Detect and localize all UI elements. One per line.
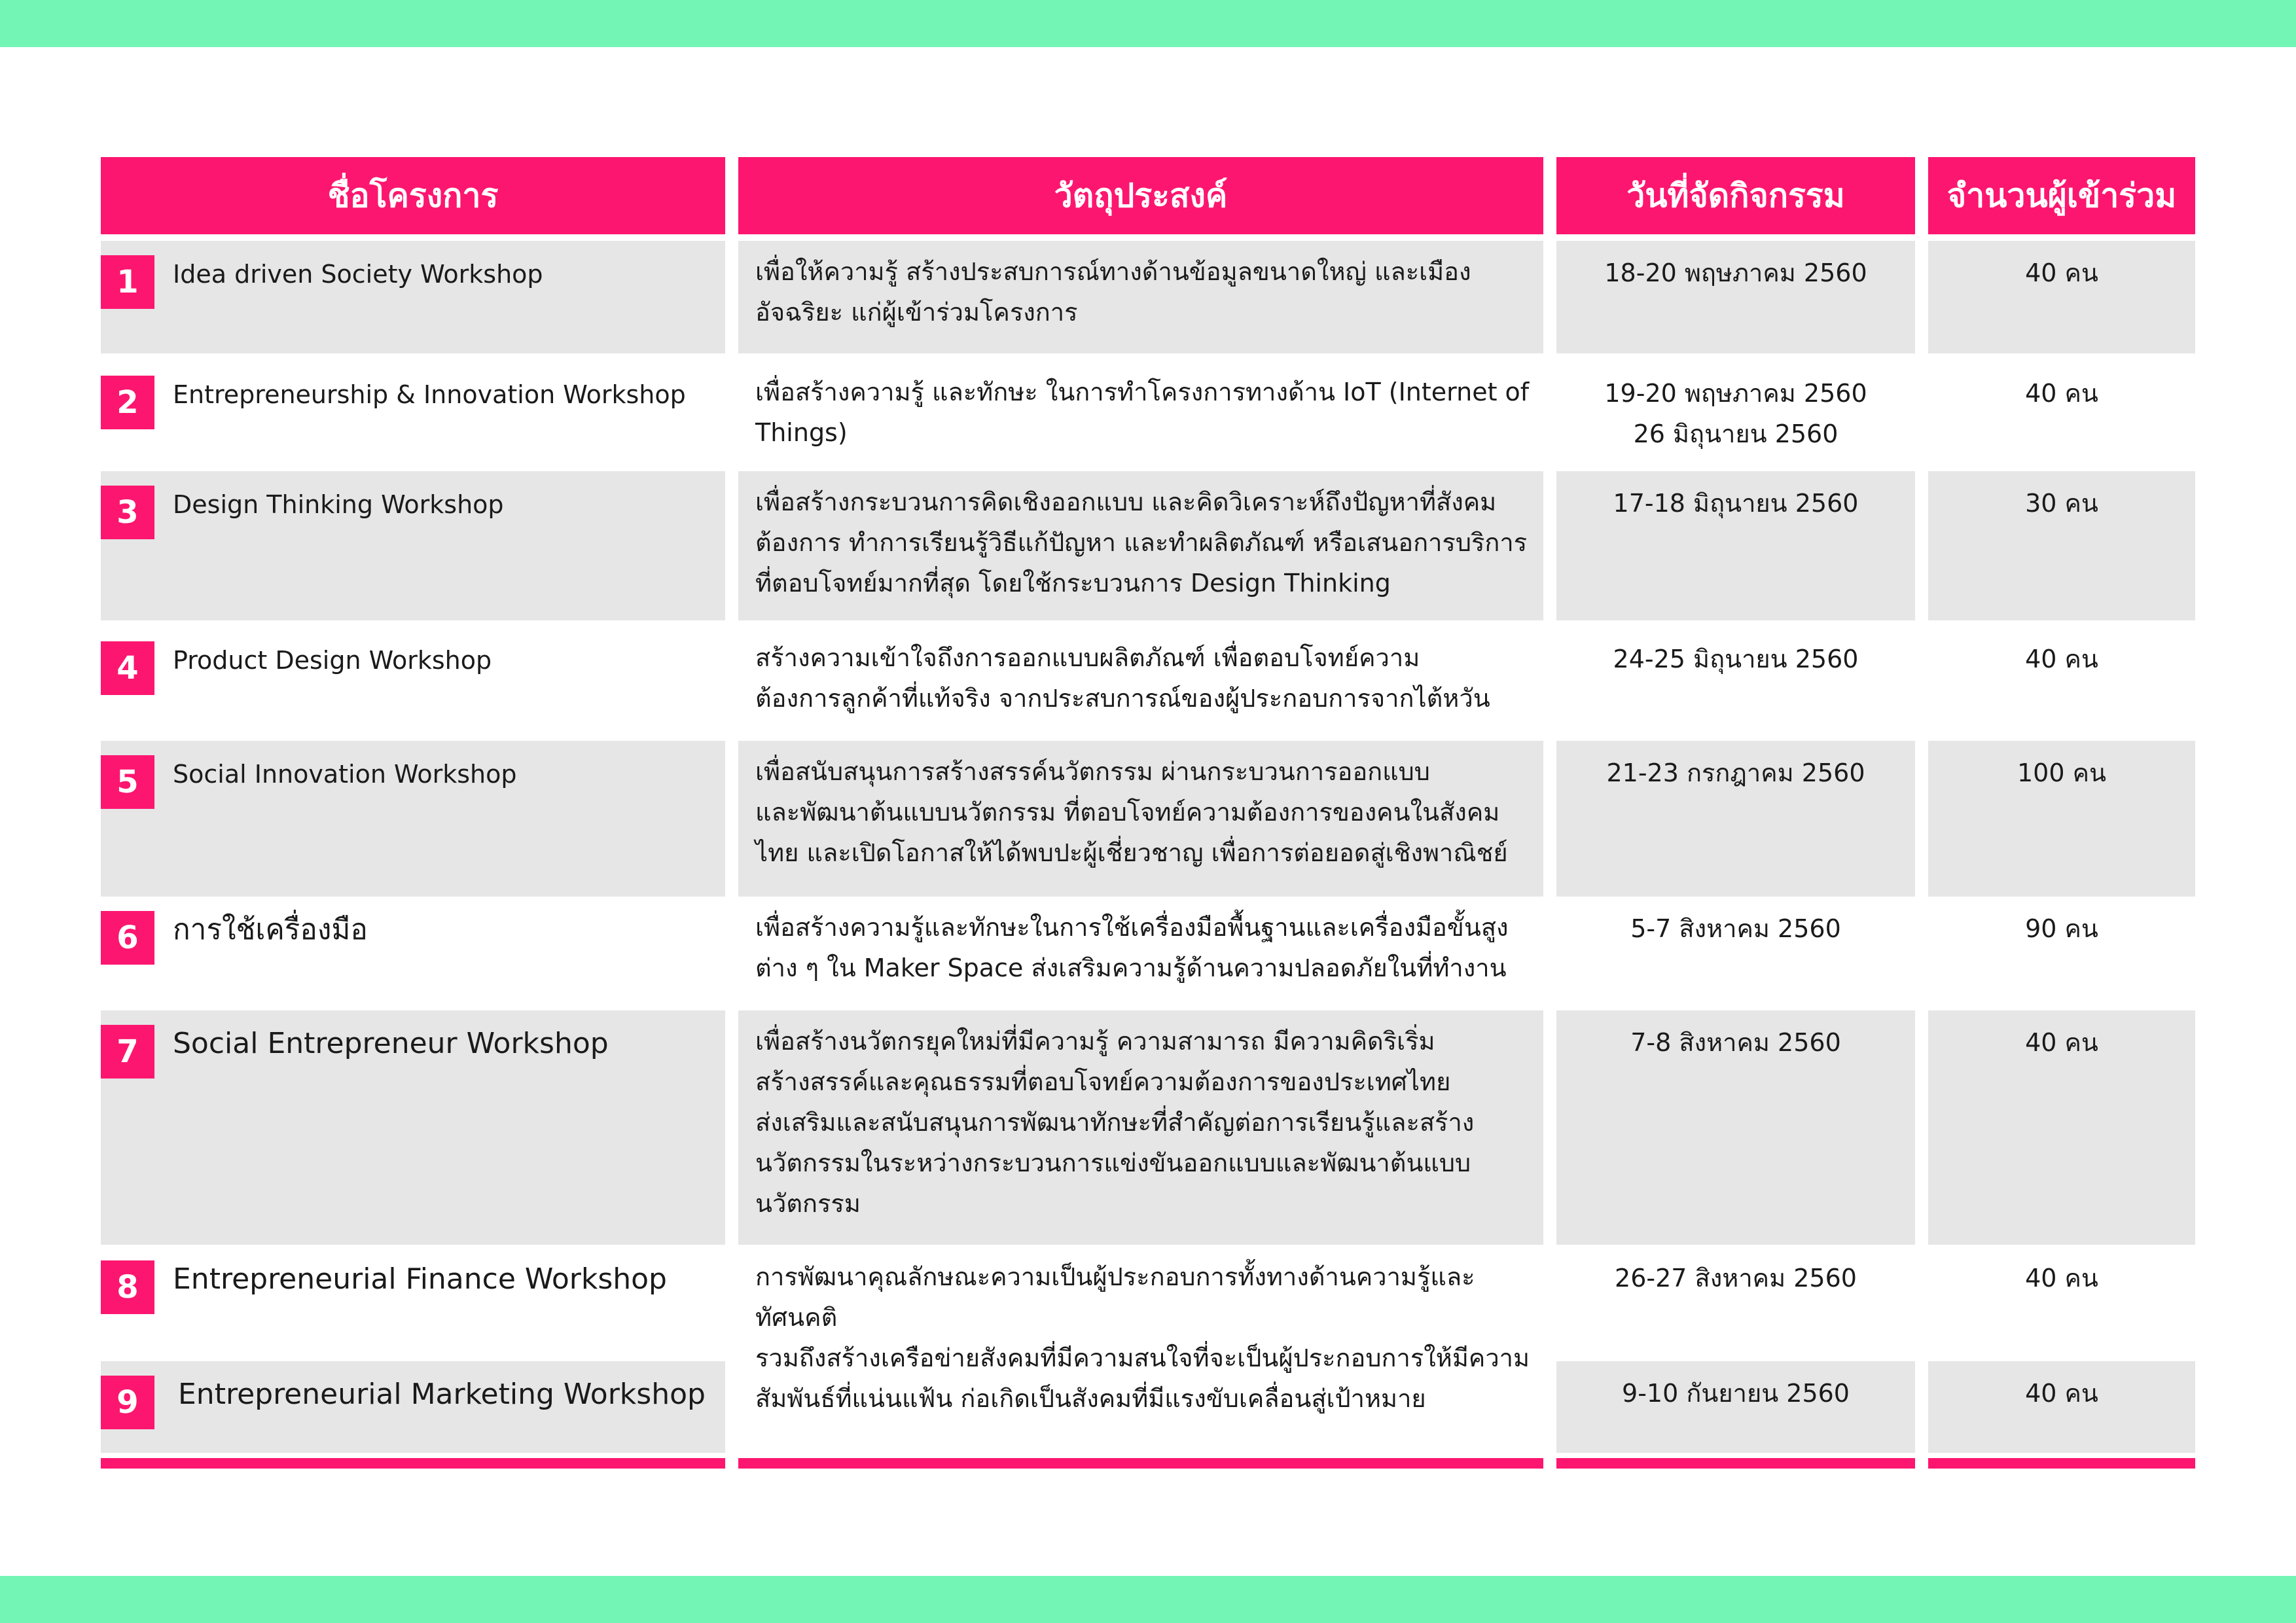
project-objective bbox=[755, 251, 1534, 332]
row-number-badge: 3 bbox=[101, 486, 154, 539]
activity-date bbox=[1556, 908, 1915, 949]
objective-line: สร้างสรรค์และคุณธรรมที่ตอบโจทย์ความต้องการของประเทศไทย bbox=[755, 1067, 1451, 1096]
date-line: 17-18 มิถุนายน 2560 bbox=[1613, 489, 1859, 518]
project-objective bbox=[755, 1021, 1534, 1224]
objective-line: สร้างความเข้าใจถึงการออกแบบผลิตภัณฑ์ เพื่อตอบโจทย์ความ bbox=[755, 643, 1420, 672]
project-name: Entrepreneurial Finance Workshop bbox=[173, 1262, 667, 1296]
objective-line: ต่าง ๆ ใน Maker Space ส่งเสริมความรู้ด้านความปลอดภัยในที่ทำงาน bbox=[755, 954, 1507, 982]
objective-line: ทัศนคติ bbox=[755, 1303, 838, 1332]
date-line: 18-20 พฤษภาคม 2560 bbox=[1604, 259, 1867, 287]
activity-date bbox=[1556, 753, 1915, 793]
participant-count: 100 คน bbox=[2017, 758, 2106, 787]
objective-line: ที่ตอบโจทย์มากที่สุด โดยใช้กระบวนการ Design Thinking bbox=[755, 569, 1391, 597]
objective-line: เพื่อสนับสนุนการสร้างสรรค์นวัตกรรม ผ่านกระบวนการออกแบบ bbox=[755, 757, 1430, 786]
project-objective bbox=[755, 372, 1534, 453]
footer-rule bbox=[1556, 1458, 1915, 1469]
project-name: Social Innovation Workshop bbox=[173, 760, 517, 789]
activity-date bbox=[1556, 1258, 1915, 1298]
table-cell bbox=[738, 1361, 1543, 1453]
objective-line: และพัฒนาต้นแบบนวัตกรรม ที่ตอบโจทย์ความต้องการของคนในสังคม bbox=[755, 798, 1500, 827]
header-date: วันที่จัดกิจกรรม bbox=[1556, 157, 1915, 234]
objective-line: การพัฒนาคุณลักษณะความเป็นผู้ประกอบการทั้งทางด้านความรู้และ bbox=[755, 1262, 1475, 1291]
top-band bbox=[0, 0, 2296, 47]
row-number-badge: 6 bbox=[101, 911, 154, 965]
objective-line: เพื่อสร้างกระบวนการคิดเชิงออกแบบ และคิดวิเคราะห์ถึงปัญหาที่สังคม bbox=[755, 488, 1497, 516]
project-name: Entrepreneurial Marketing Workshop bbox=[178, 1378, 706, 1411]
project-name: การใช้เครื่องมือ bbox=[173, 913, 368, 946]
participant-count: 40 คน bbox=[2025, 645, 2098, 673]
date-line: 26-27 สิงหาคม 2560 bbox=[1615, 1264, 1857, 1293]
footer-rule bbox=[1928, 1458, 2195, 1469]
activity-date bbox=[1556, 373, 1915, 454]
project-name: Idea driven Society Workshop bbox=[173, 260, 543, 289]
row-number-badge: 1 bbox=[101, 255, 154, 309]
bottom-band bbox=[0, 1576, 2296, 1623]
project-objective bbox=[755, 482, 1534, 603]
participant-count: 40 คน bbox=[2025, 1028, 2098, 1057]
activity-date bbox=[1556, 1022, 1915, 1063]
objective-line: เพื่อสร้างความรู้และทักษะในการใช้เครื่องมือพื้นฐานและเครื่องมือขั้นสูง bbox=[755, 913, 1509, 942]
activity-date bbox=[1556, 253, 1915, 293]
objective-line: เพื่อสร้างความรู้ และทักษะ ในการทำโครงการทางด้าน IoT (Internet of bbox=[755, 378, 1530, 406]
row-number-badge: 7 bbox=[101, 1025, 154, 1079]
objective-line: รวมถึงสร้างเครือข่ายสังคมที่มีความสนใจที่จะเป็นผู้ประกอบการให้มีความ bbox=[755, 1344, 1530, 1372]
objective-line: ส่งเสริมและสนับสนุนการพัฒนาทักษะที่สำคัญต่อการเรียนรู้และสร้าง bbox=[755, 1108, 1475, 1137]
objective-line: ไทย และเปิดโอกาสให้ได้พบปะผู้เชี่ยวชาญ เพื่อการต่อยอดสู่เชิงพาณิชย์ bbox=[755, 838, 1508, 867]
objective-line: นวัตกรรม bbox=[755, 1189, 861, 1218]
objective-line: นวัตกรรมในระหว่างกระบวนการแข่งขันออกแบบและพัฒนาต้นแบบ bbox=[755, 1149, 1471, 1177]
participant-count: 40 คน bbox=[2025, 1379, 2098, 1408]
project-name: Entrepreneurship & Innovation Workshop bbox=[173, 380, 686, 409]
date-line: 19-20 พฤษภาคม 2560 bbox=[1604, 379, 1867, 408]
project-objective bbox=[755, 751, 1534, 873]
participant-count: 90 คน bbox=[2025, 914, 2098, 943]
footer-rule bbox=[738, 1458, 1543, 1469]
participant-count: 30 คน bbox=[2025, 489, 2098, 518]
project-name: Design Thinking Workshop bbox=[173, 490, 504, 519]
objective-line: สัมพันธ์ที่แน่นแฟ้น ก่อเกิดเป็นสังคมที่มีแรงขับเคลื่อนสู่เป้าหมาย bbox=[755, 1384, 1426, 1413]
header-objective: วัตถุประสงค์ bbox=[738, 157, 1543, 234]
date-line: 5-7 สิงหาคม 2560 bbox=[1630, 914, 1841, 943]
participant-count: 40 คน bbox=[2025, 379, 2098, 408]
project-objective bbox=[755, 907, 1534, 988]
objective-line: เพื่อสร้างนวัตกรยุคใหม่ที่มีความรู้ ความสามารถ มีความคิดริเริ่ม bbox=[755, 1027, 1435, 1056]
date-line: 26 มิถุนายน 2560 bbox=[1633, 419, 1839, 448]
row-number-badge: 8 bbox=[101, 1260, 154, 1314]
project-name: Product Design Workshop bbox=[173, 646, 492, 675]
date-line: 7-8 สิงหาคม 2560 bbox=[1630, 1028, 1841, 1057]
date-line: 21-23 กรกฎาคม 2560 bbox=[1606, 758, 1865, 787]
footer-rule bbox=[101, 1458, 725, 1469]
date-line: 24-25 มิถุนายน 2560 bbox=[1613, 645, 1859, 673]
activity-date bbox=[1556, 483, 1915, 524]
activity-date bbox=[1556, 639, 1915, 679]
objective-line: ต้องการลูกค้าที่แท้จริง จากประสบการณ์ของผู้ประกอบการจากไต้หวัน bbox=[755, 684, 1490, 713]
row-number-badge: 5 bbox=[101, 755, 154, 809]
activity-date bbox=[1556, 1373, 1915, 1414]
project-objective bbox=[755, 637, 1534, 719]
date-line: 9-10 กันยายน 2560 bbox=[1622, 1379, 1850, 1408]
objective-line: อัจฉริยะ แก่ผู้เข้าร่วมโครงการ bbox=[755, 298, 1078, 327]
row-number-badge: 2 bbox=[101, 376, 154, 429]
objective-line: เพื่อให้ความรู้ สร้างประสบการณ์ทางด้านข้อมูลขนาดใหญ่ และเมือง bbox=[755, 257, 1471, 286]
row-number-badge: 9 bbox=[101, 1376, 154, 1429]
participant-count: 40 คน bbox=[2025, 1264, 2098, 1293]
row-number-badge: 4 bbox=[101, 641, 154, 695]
objective-line: ต้องการ ทำการเรียนรู้วิธีแก้ปัญหา และทำผลิตภัณฑ์ หรือเสนอการบริการ bbox=[755, 528, 1528, 557]
header-project-name: ชื่อโครงการ bbox=[101, 157, 725, 234]
header-participants: จำนวนผู้เข้าร่วม bbox=[1928, 157, 2195, 234]
project-name: Social Entrepreneur Workshop bbox=[173, 1027, 609, 1060]
objective-line: Things) bbox=[755, 418, 848, 447]
participant-count: 40 คน bbox=[2025, 259, 2098, 287]
